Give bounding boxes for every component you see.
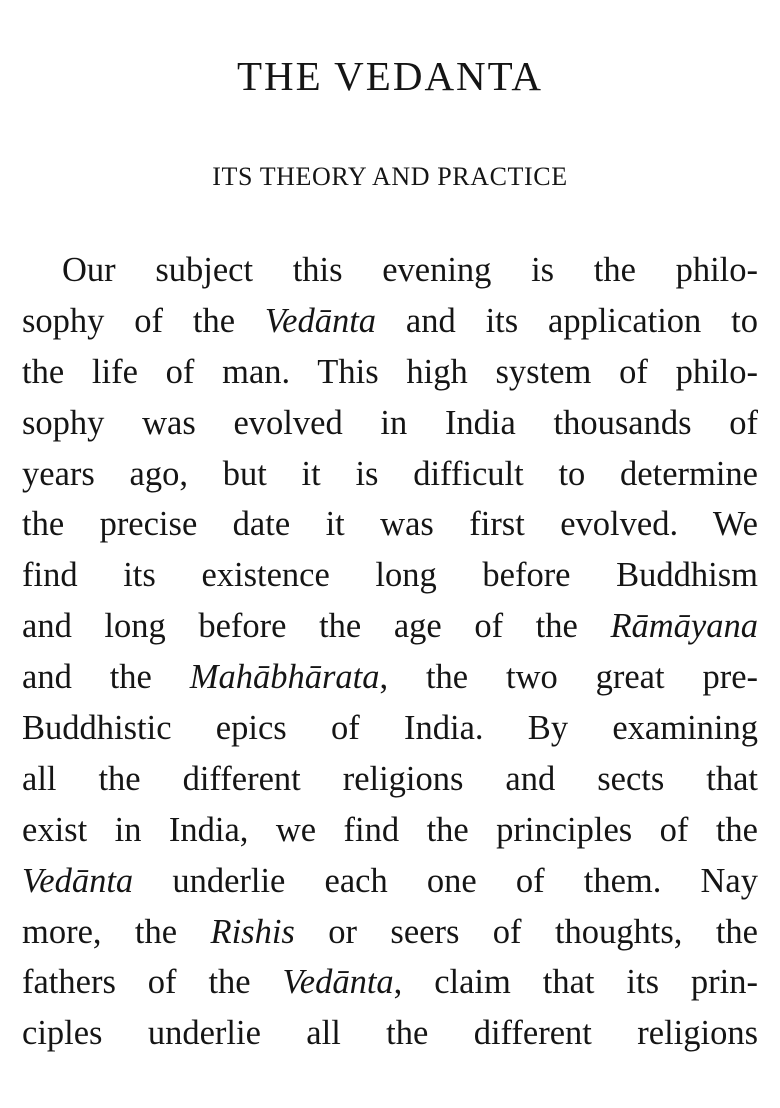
text-line: fathers of the Vedānta, claim that its prin- — [22, 963, 758, 1002]
text-line: the life of man. This high system of philo- — [22, 352, 758, 391]
text-line: years ago, but it is difficult to determine — [22, 454, 758, 493]
italic-term: Rāmāyana — [610, 607, 758, 646]
italic-term: Rishis — [210, 912, 295, 951]
text-line: exist in India, we find the principles of the — [22, 810, 758, 849]
italic-term: Vedānta — [22, 861, 134, 900]
text-line: Vedānta underlie each one of them. Nay — [22, 861, 758, 900]
italic-term: Mahābhārata — [189, 658, 380, 697]
text-line: sophy of the Vedānta and its application to — [22, 301, 758, 340]
body-paragraph — [22, 245, 758, 1059]
text-line: find its existence long before Buddhism — [22, 556, 758, 595]
page-subtitle: ITS THEORY AND PRACTICE — [212, 162, 568, 191]
text-line: Our subject this evening is the philo- — [62, 251, 758, 289]
page-title: THE VEDANTA — [236, 53, 544, 99]
text-line: Buddhistic epics of India. By examining — [22, 709, 758, 748]
text-line: and long before the age of the Rāmāyana — [22, 607, 758, 646]
italic-term: Vedānta — [282, 963, 394, 1002]
text-line: sophy was evolved in India thousands of — [22, 403, 758, 442]
text-line: more, the Rishis or seers of thoughts, the — [22, 912, 758, 951]
text-line: and the Mahābhārata, the two great pre- — [22, 658, 758, 697]
text-line: all the different religions and sects that — [22, 759, 758, 798]
italic-term: Vedānta — [264, 301, 377, 340]
text-line: ciples underlie all the different religions — [22, 1014, 758, 1053]
text-line: the precise date it was first evolved. We — [22, 505, 758, 544]
